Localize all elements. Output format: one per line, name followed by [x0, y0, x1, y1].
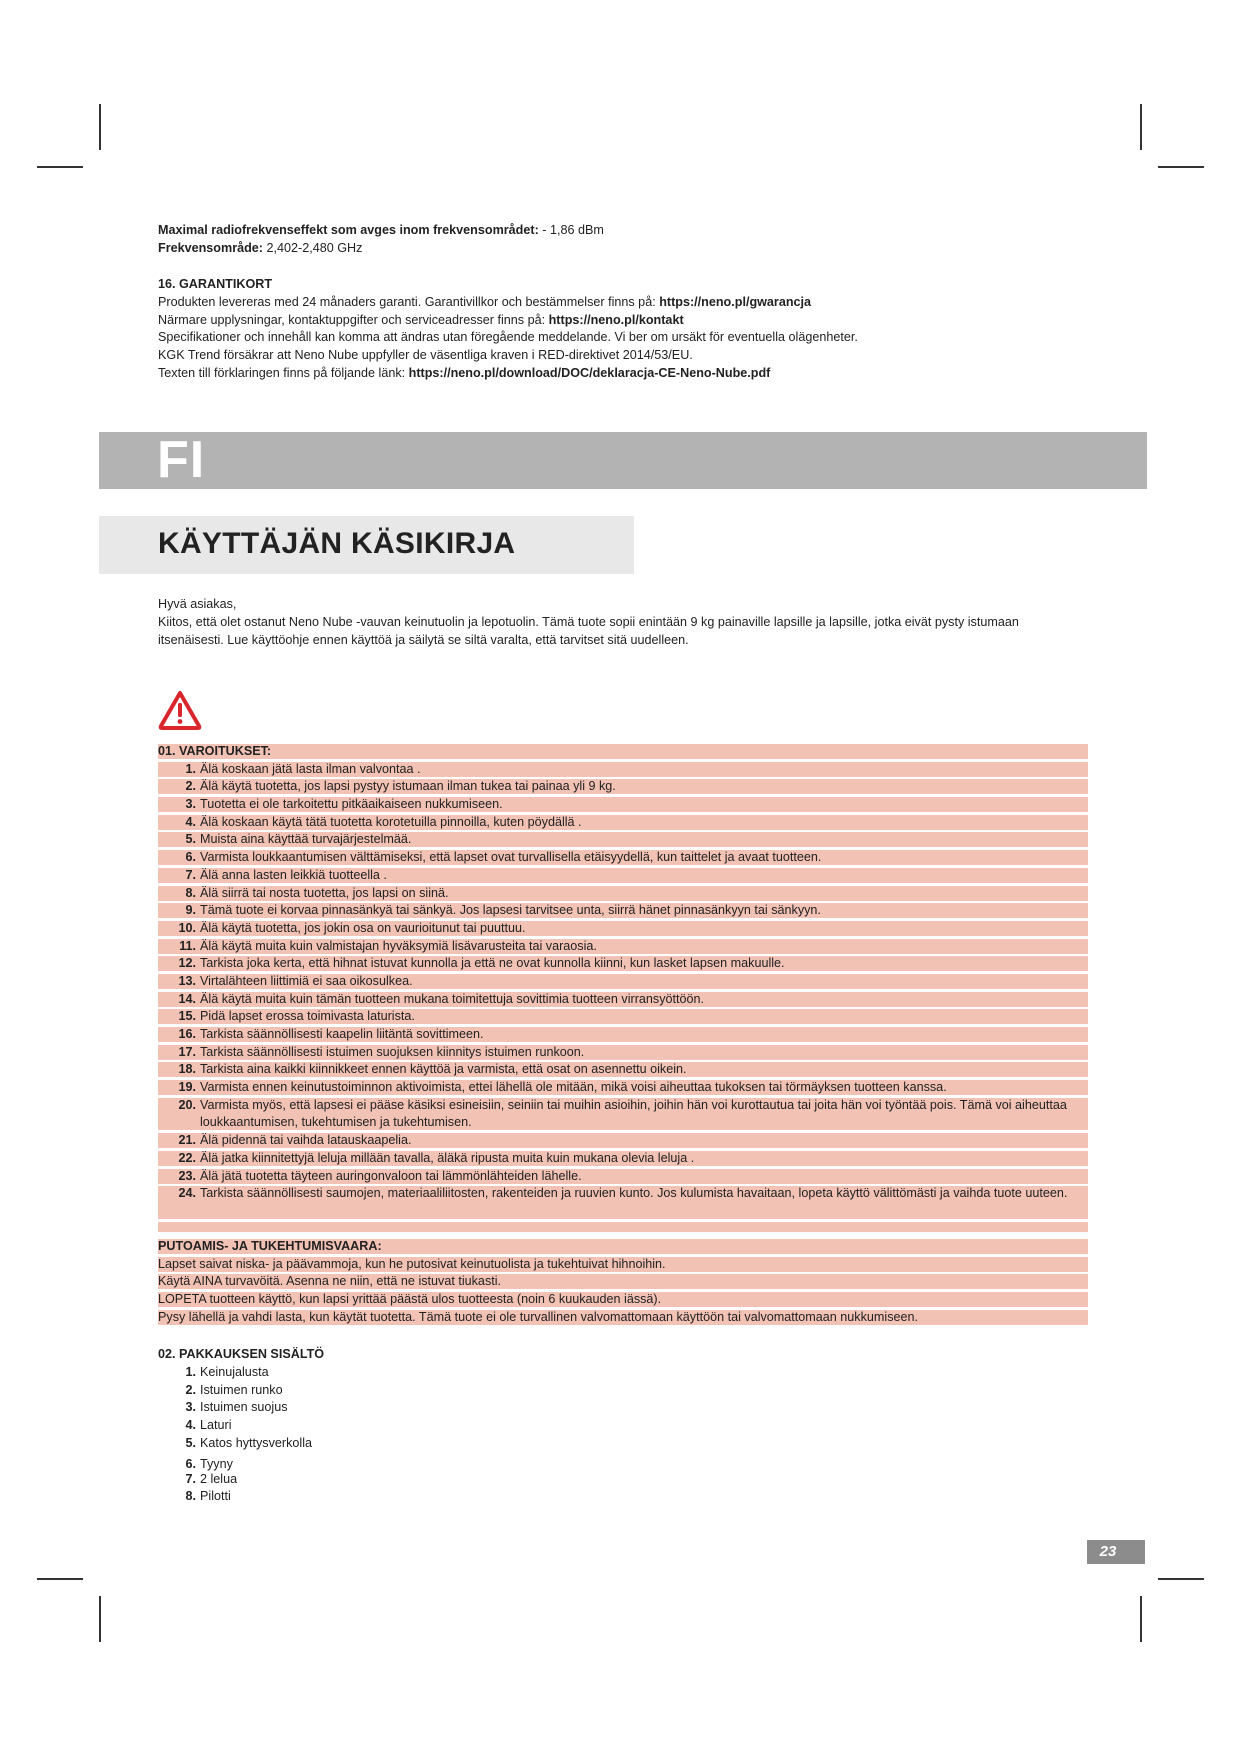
package-item-text: Keinujalusta	[200, 1364, 269, 1379]
package-item-number: 2.	[185, 1382, 196, 1397]
warning-item	[158, 797, 1088, 812]
warning-item-text: Pidä lapset erossa toimivasta laturista.	[200, 1009, 415, 1024]
page-number: 23	[1099, 1543, 1117, 1560]
crop-mark	[1140, 1596, 1142, 1642]
package-contents-list	[158, 1364, 1088, 1506]
warning-item	[158, 1009, 1088, 1024]
greeting: Hyvä asiakas,	[158, 597, 237, 611]
language-bar	[99, 432, 1147, 489]
warning-item-number: 10.	[178, 920, 196, 935]
warranty-line-1	[158, 294, 1088, 312]
package-contents-heading: 02. PAKKAUKSEN SISÄLTÖ	[158, 1347, 325, 1361]
warning-item-number: 24.	[178, 1186, 196, 1201]
package-item-text: Pilotti	[200, 1489, 231, 1504]
warning-item	[158, 1186, 1088, 1219]
warning-item-text: Varmista myös, että lapsesi ei pääse käsiksi esineisiin, seiniin tai muihin asioihin, joihin hän voi kurottautua tai joita hän voi työntää pois. Tämä voi aiheuttaa loukkaantumisen, tukehtumisen ja tukehtumisen.	[200, 1097, 1067, 1130]
package-item	[158, 1382, 1088, 1400]
warning-item	[158, 1098, 1088, 1131]
fall-hazard-heading: PUTOAMIS- JA TUKEHTUMISVAARA:	[158, 1239, 1088, 1254]
warning-item-number: 3.	[185, 797, 196, 812]
warning-item-number: 1.	[185, 761, 196, 776]
warning-item-text: Tarkista säännöllisesti istuimen suojuksen kiinnitys istuimen runkoon.	[200, 1044, 585, 1059]
warning-item	[158, 886, 1088, 901]
package-item-number: 8.	[185, 1489, 196, 1504]
crop-mark	[1158, 166, 1204, 168]
fall-hazard-line: Pysy lähellä ja vahdi lasta, kun käytät tuotetta. Tämä tuote ei ole turvallinen valvomattomaan käyttöön tai valvomattomaan nukkumiseen.	[158, 1310, 1088, 1325]
warning-item	[158, 903, 1088, 918]
warranty-link[interactable]: https://neno.pl/gwarancja	[659, 294, 812, 309]
warning-item-text: Älä käytä tuotetta, jos lapsi pystyy istumaan ilman tukea tai painaa yli 9 kg.	[200, 779, 616, 794]
warning-item-number: 22.	[178, 1150, 196, 1165]
warning-item-text: Älä koskaan käytä tätä tuotetta korotetuilla pinnoilla, kuten pöydällä .	[200, 814, 582, 829]
radio-power-label: Maximal radiofrekvenseffekt som avges inom frekvensområdet:	[158, 223, 539, 237]
warranty-line-5	[158, 365, 1088, 383]
manual-title: KÄYTTÄJÄN KÄSIKIRJA	[158, 527, 516, 560]
warning-item-number: 23.	[178, 1168, 196, 1183]
warranty-section	[158, 276, 1088, 383]
page-number-box	[1087, 1540, 1145, 1564]
warning-item-text: Älä koskaan jätä lasta ilman valvontaa .	[200, 761, 421, 776]
crop-mark	[1158, 1578, 1204, 1580]
crop-mark	[99, 104, 101, 150]
warning-item	[158, 779, 1088, 794]
spec-change-note: Specifikationer och innehåll kan komma att ändras utan föregående meddelande. Vi ber om ursäkt för eventuella olägenheter.	[158, 330, 858, 345]
warning-item-text: Älä käytä muita kuin tämän tuotteen mukana toimitettuja sovittimia tuotteen virransyöttöön.	[200, 991, 705, 1006]
package-item-number: 3.	[185, 1400, 196, 1415]
warning-item-number: 13.	[178, 973, 196, 988]
package-item-number: 5.	[185, 1435, 196, 1450]
warranty-heading: 16. GARANTIKORT	[158, 277, 273, 291]
frequency-range-value: 2,402-2,480 GHz	[263, 240, 363, 255]
warning-item-number: 19.	[178, 1080, 196, 1095]
warning-item-number: 18.	[178, 1062, 196, 1077]
package-item-text: Istuimen suojus	[200, 1400, 288, 1415]
warnings-spacer	[158, 1222, 1088, 1232]
package-item	[158, 1417, 1088, 1435]
package-item-number: 1.	[185, 1364, 196, 1379]
warning-item-number: 6.	[185, 850, 196, 865]
package-item	[158, 1435, 1088, 1453]
warning-item	[158, 850, 1088, 865]
warning-item-number: 16.	[178, 1027, 196, 1041]
radio-spec-block	[158, 222, 1088, 258]
warning-item-text: Tarkista säännöllisesti saumojen, materiaaliliitosten, rakenteiden ja ruuvien kunto. Jos kulumista havaitaan, lopeta käyttö välittömästi ja vaihda tuote uuteen.	[200, 1186, 1068, 1201]
warning-item	[158, 832, 1088, 847]
fall-hazard-line: Lapset saivat niska- ja päävammoja, kun he putosivat keinutuolista ja tukehtuivat hihnoihin.	[158, 1257, 1088, 1272]
warning-item-text: Älä jätä tuotetta täyteen auringonvaloon tai lämmönlähteiden lähelle.	[200, 1168, 582, 1183]
warning-item	[158, 1133, 1088, 1148]
warning-item-number: 2.	[185, 779, 196, 794]
package-item-text: Tyyny	[200, 1456, 233, 1471]
intro-block	[158, 596, 1088, 649]
warning-item	[158, 868, 1088, 883]
warning-item	[158, 921, 1088, 936]
warning-item	[158, 1151, 1088, 1166]
warning-item	[158, 974, 1088, 989]
manual-title-box	[99, 516, 634, 574]
package-item	[158, 1471, 1088, 1489]
package-item-number: 4.	[185, 1418, 196, 1433]
warning-item-text: Tarkista aina kaikki kiinnikkeet ennen käyttöä ja varmista, että osat on asennettu oikein.	[200, 1062, 687, 1077]
warning-item-text: Älä anna lasten leikkiä tuotteella .	[200, 867, 387, 882]
crop-mark	[37, 1578, 83, 1580]
warning-item	[158, 1169, 1088, 1184]
warning-item-number: 14.	[178, 991, 196, 1006]
warning-item-number: 9.	[185, 903, 196, 918]
warning-item-number: 17.	[178, 1044, 196, 1059]
warning-item-number: 21.	[178, 1133, 196, 1148]
warning-item-text: Varmista loukkaantumisen välttämiseksi, että lapset ovat turvallisella etäisyydellä, kun taittelet ja avaat tuotteen.	[200, 850, 822, 865]
warning-item	[158, 1062, 1088, 1077]
warning-item-text: Älä käytä tuotetta, jos jokin osa on vaurioitunut tai puuttuu.	[200, 920, 526, 935]
warning-item-number: 20.	[178, 1097, 196, 1112]
warning-item	[158, 1027, 1088, 1042]
warning-item-number: 8.	[185, 885, 196, 900]
package-item-text: Laturi	[200, 1418, 232, 1433]
fall-hazard-line: Käytä AINA turvavöitä. Asenna ne niin, että ne istuvat tiukasti.	[158, 1274, 1088, 1289]
package-item-number: 7.	[185, 1471, 196, 1486]
warning-item-text: Muista aina käyttää turvajärjestelmää.	[200, 832, 412, 847]
warranty-line-2	[158, 312, 1088, 330]
frequency-range-label: Frekvensområde:	[158, 240, 263, 255]
warning-item-number: 4.	[185, 814, 196, 829]
crop-mark	[37, 166, 83, 168]
warning-item	[158, 992, 1088, 1007]
declaration-link[interactable]: https://neno.pl/download/DOC/deklaracja-CE-Neno-Nube.pdf	[408, 365, 771, 380]
fall-hazard-section	[158, 1239, 1088, 1327]
warning-item-number: 11.	[179, 938, 196, 953]
warnings-list	[158, 762, 1088, 1219]
warning-item-text: Tarkista säännöllisesti kaapelin liitäntä sovittimeen.	[200, 1027, 484, 1041]
crop-mark	[99, 1596, 101, 1642]
warning-triangle-icon	[158, 690, 202, 730]
warning-item-text: Älä jatka kiinnitettyjä leluja millään tavalla, äläkä ripusta muita kuin mukana olevia leluja .	[200, 1150, 695, 1165]
warning-item-number: 7.	[185, 867, 196, 882]
package-item	[158, 1364, 1088, 1382]
warning-item-text: Älä käytä muita kuin valmistajan hyväksymiä lisävarusteita tai varaosia.	[200, 938, 597, 953]
radio-power-value: - 1,86 dBm	[538, 223, 604, 237]
warning-item	[158, 939, 1088, 954]
package-item-text: Katos hyttysverkolla	[200, 1435, 312, 1450]
radio-power-line	[158, 222, 1088, 240]
declaration-text: Texten till förklaringen finns på följande länk:	[158, 365, 409, 380]
warning-item-text: Älä pidennä tai vaihda latauskaapelia.	[200, 1133, 412, 1148]
package-item	[158, 1399, 1088, 1417]
warning-item-text: Tarkista joka kerta, että hihnat istuvat kunnolla ja että ne ovat kunnolla kiinni, kun lasket lapsen makuulle.	[200, 956, 785, 971]
warning-item	[158, 1080, 1088, 1095]
warnings-heading: 01. VAROITUKSET:	[158, 744, 1088, 759]
package-contents-section	[158, 1346, 1088, 1506]
language-code: FI	[157, 431, 206, 489]
package-item-text: Istuimen runko	[200, 1382, 283, 1397]
crop-mark	[1140, 104, 1142, 150]
intro-text: Kiitos, että olet ostanut Neno Nube -vauvan keinutuolin ja lepotuolin. Tämä tuote sopii enintään 9 kg painaville lapsille ja lapsille, jotka eivät pysty istumaan itsenäisesti. Lue käyttöohje ennen käyttöä ja säilytä se siltä varalta, että tarvitset sitä uudelleen.	[158, 614, 1019, 647]
fall-hazard-line: LOPETA tuotteen käyttö, kun lapsi yrittää päästä ulos tuotteesta (noin 6 kuukauden iässä).	[158, 1292, 1088, 1307]
package-item	[158, 1488, 1088, 1506]
package-item-number: 6.	[185, 1456, 196, 1471]
warning-item-text: Virtalähteen liittimiä ei saa oikosulkea.	[200, 973, 413, 988]
warning-item-text: Tämä tuote ei korvaa pinnasänkyä tai sänkyä. Jos lapsesi tarvitsee unta, siirrä hänet pinnasänkyyn tai sänkyyn.	[200, 903, 821, 918]
warning-item-number: 5.	[185, 832, 196, 847]
warning-item	[158, 815, 1088, 830]
warning-item-text: Varmista ennen keinutustoiminnon aktivoimista, ettei lähellä ole mitään, mikä voisi aiheuttaa tukoksen tai törmäyksen tuotteen kanssa.	[200, 1080, 947, 1095]
warning-item-text: Tuotetta ei ole tarkoitettu pitkäaikaiseen nukkumiseen.	[200, 797, 503, 812]
warning-item	[158, 1045, 1088, 1060]
contact-text: Närmare upplysningar, kontaktuppgifter och serviceadresser finns på:	[158, 312, 549, 327]
warning-item-number: 12.	[178, 956, 196, 971]
package-item-text: 2 lelua	[200, 1471, 238, 1486]
red-directive-note: KGK Trend försäkrar att Neno Nube uppfyller de väsentliga kraven i RED-direktivet 2014/53/EU.	[158, 348, 693, 363]
warning-item	[158, 956, 1088, 971]
warning-item-number: 15.	[178, 1009, 196, 1024]
frequency-range-line	[158, 240, 1088, 258]
warranty-text: Produkten levereras med 24 månaders garanti. Garantivillkor och bestämmelser finns på:	[158, 294, 660, 309]
warning-item-text: Älä siirrä tai nosta tuotetta, jos lapsi on siinä.	[200, 885, 449, 900]
warnings-section	[158, 744, 1088, 1234]
warning-item	[158, 762, 1088, 777]
contact-link[interactable]: https://neno.pl/kontakt	[548, 312, 684, 327]
